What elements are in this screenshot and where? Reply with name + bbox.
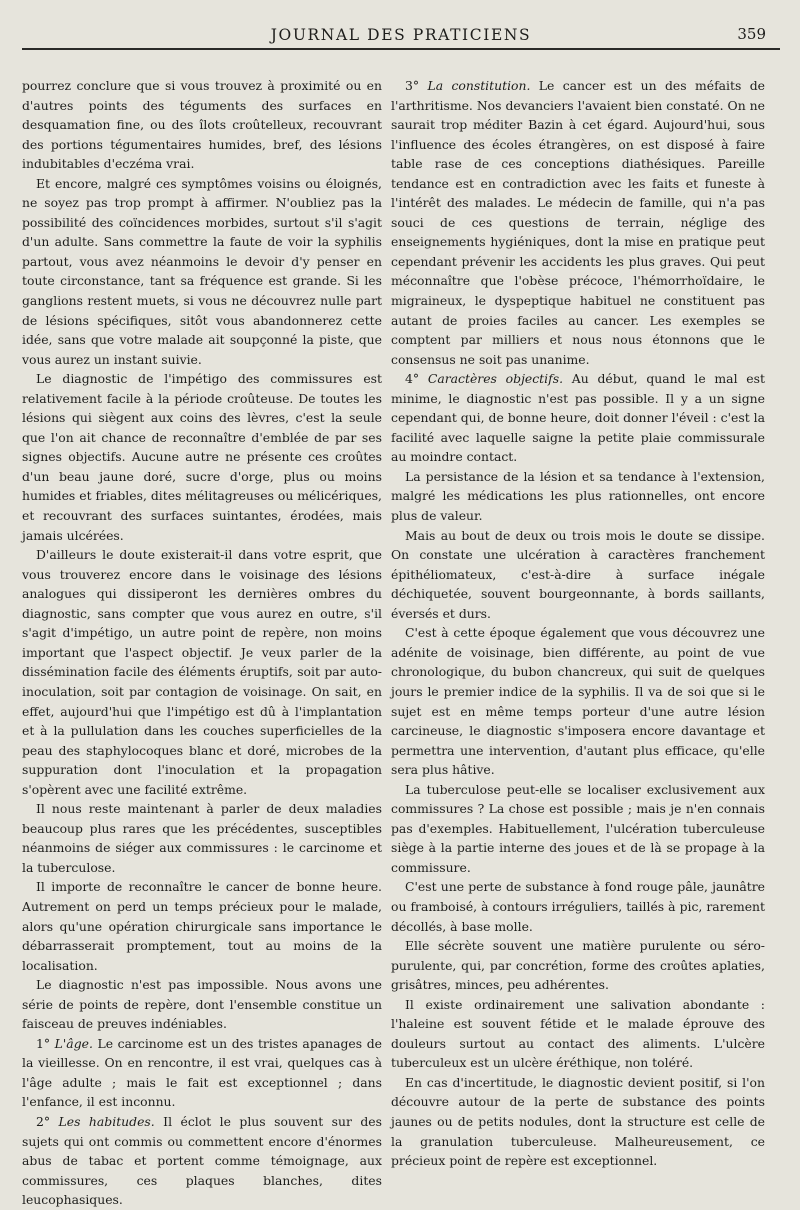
paragraph [391, 1073, 765, 1171]
paragraph-text: Il éclot le plus souvent sur des sujets qui ont commis ou commettent encore d'énormes abus de tabac et portent comme témoignage, aux commissures, ces plaques blanches, dites leucophasiques. [22, 1113, 382, 1208]
page-number: 359 [737, 25, 766, 43]
section-number: 2° [36, 1113, 59, 1129]
paragraph [391, 780, 765, 878]
section-heading: Les habitudes. [58, 1113, 155, 1129]
paragraph [22, 76, 382, 174]
paragraph-text: Et encore, malgré ces symptômes voisins ou éloignés, ne soyez pas trop prompt à affirmer. N'oubliez pas la possibilité des coïncidences morbides, surtout s'il s'agit d'un adulte. Sans commettre la faute de voir la syphilis partout, vous avez néanmoins le devoir d'y penser en toute circonstance, tant sa fréquence est grande. Si les ganglions restent muets, si vous ne découvrez nulle part de lésions spécifiques, sitôt vous abandonnerez cette idée, sans que votre malade ait soupçonné la piste, que vous aurez un instant suivie. [22, 175, 382, 367]
paragraph-text: C'est une perte de substance à fond rouge pâle, jaunâtre ou framboisé, à contours irréguliers, taillés à pic, rarement décollés, à base molle. [391, 879, 765, 934]
paragraph [22, 799, 382, 877]
paragraph [391, 877, 765, 936]
paragraph-text: La tuberculose peut-elle se localiser exclusivement aux commissures ? La chose est possible ; mais je n'en connais pas d'exemples. Habituellement, l'ulcération tuberculeuse siège à la partie interne des joues et de là se propage à la commissure. [391, 781, 765, 875]
paragraph-text: En cas d'incertitude, le diagnostic devient positif, si l'on découvre autour de la perte de substance des points jaunes ou de petits nodules, dont la structure est celle de la granulation tuberculeuse. Malheureusement, ce précieux point de repère est exceptionnel. [391, 1074, 765, 1169]
paragraph [391, 995, 765, 1073]
paragraph-text: La persistance de la lésion et sa tendance à l'extension, malgré les médications les plus rationnelles, ont encore plus de valeur. [391, 468, 765, 524]
left-column [22, 76, 382, 1210]
section-number: 3° [405, 78, 428, 93]
paragraph [391, 623, 765, 779]
section-heading: La constitution. [427, 78, 531, 93]
paragraph-text: Il importe de reconnaître le cancer de bonne heure. Autrement on perd un temps précieux pour le malade, alors qu'une opération chirurgicale sans importance le débarrasserait promptement, tout au moins de la localisation. [22, 879, 382, 973]
paragraph-text: Le cancer est un des méfaits de l'arthritisme. Nos devanciers l'avaient bien constaté. On ne saurait trop méditer Bazin à cet égard. Aujourd'hui, sous l'influence des écoles étrangères, on est disposé à faire table rase de ces conceptions diathésiques. Pareille tendance est en contradiction avec les faits et funeste à l'intérêt des malades. Le médecin de famille, qui n'a pas souci de ces questions de terrain, néglige des enseignements hygiéniques, dont la mise en pratique peut cependant prévenir les accidents les plus graves. Qui peut méconnaître que l'obèse précoce, l'hémorrhoïdaire, le migraineux, le dyspeptique habituel ne constituent pas autant de proies faciles au cancer. Les exemples se comptent par milliers et nous nous étonnons que le consensus ne soit pas unanime. [391, 78, 765, 367]
paragraph-text: Mais au bout de deux ou trois mois le doute se dissipe. On constate une ulcération à caractères franchement épithéliomateux, c'est-à-dire à surface inégale déchiquetée, souvent bourgeonnante, à bords saillants, éversés et durs. [391, 527, 765, 621]
paragraph [22, 1112, 382, 1210]
paragraph-text: Elle sécrète souvent une matière purulente ou séro-purulente, qui, par concrétion, forme des croûtes aplaties, grisâtres, minces, peu adhérentes. [391, 938, 765, 993]
paragraph-text: Le diagnostic n'est pas impossible. Nous avons une série de points de repère, dont l'ensemble constitue un faisceau de preuves indéniables. [22, 977, 382, 1032]
section-number: 4° [405, 371, 428, 387]
paragraph [391, 526, 765, 624]
paragraph [22, 369, 382, 545]
paragraph-text: Le carcinome est un des tristes apanages de la vieillesse. On en rencontre, il est vrai, quelques cas à l'âge adulte ; mais le fait est exceptionnel ; dans l'enfance, il est inconnu. [22, 1035, 382, 1110]
section-heading: Caractères objectifs. [427, 371, 564, 387]
paragraph-text: C'est à cette époque également que vous découvrez une adénite de voisinage, bien différente, au point de vue chronologique, du bubon chancreux, qui suit de quelques jours le premier indice de la syphilis. Il va de soi que si le sujet est en même temps porteur d'une autre lésion carcineuse, le diagnostic s'imposera encore davantage et permettra une intervention, d'autant plus efficace, qu'elle sera plus hâtive. [391, 625, 765, 778]
paragraph-text: Il existe ordinairement une salivation abondante : l'haleine est souvent fétide et le malade éprouve des douleurs surtout au contact des aliments. L'ulcère tuberculeux est un ulcère éréthique, non toléré. [391, 996, 765, 1071]
paragraph-text: Il nous reste maintenant à parler de deux maladies beaucoup plus rares que les précédentes, susceptibles néanmoins de siéger aux commissures : le carcinome et la tuberculose. [22, 801, 382, 875]
right-column [391, 76, 765, 1171]
journal-title: JOURNAL DES PRATICIENS [270, 26, 532, 44]
paragraph [22, 545, 382, 799]
paragraph-text: D'ailleurs le doute existerait-il dans votre esprit, que vous trouverez encore dans le voisinage des lésions analogues qui dissiperont les dernières ombres du diagnostic, sans compter que vous aurez en outre, s'il s'agit d'impétigo, un autre point de repère, non moins important que l'aspect objectif. Je veux parler de la dissémination facile des éléments éruptifs, soit par auto-inoculation, soit par contagion de voisinage. On sait, en effet, aujourd'hui que l'impétigo est dû à l'implantation et à la pullulation dans les couches superficielles de la peau des staphylocoques blanc et doré, microbes de la suppuration dont l'inoculation et la propagation s'opèrent avec une facilité extrême. [22, 547, 382, 797]
paragraph [391, 369, 765, 467]
paragraph [391, 467, 765, 526]
paragraph [22, 174, 382, 369]
paragraph [391, 76, 765, 369]
paragraph [22, 1034, 382, 1112]
paragraph [22, 877, 382, 975]
section-heading: L'âge. [54, 1035, 93, 1051]
paragraph [22, 975, 382, 1034]
header-rule [22, 48, 780, 50]
paragraph-text: pourrez conclure que si vous trouvez à proximité ou en d'autres points des téguments des surfaces en desquamation fine, ou des îlots croûtelleux, recouvrant des portions tégumentaires humides, bref, des lésions indubitables d'eczéma vrai. [22, 78, 382, 172]
running-header [22, 22, 780, 46]
paragraph [391, 936, 765, 995]
paragraph-text: Au début, quand le mal est minime, le diagnostic n'est pas possible. Il y a un signe cependant qui, de bonne heure, doit donner l'éveil : c'est la facilité avec laquelle saigne la petite plaie commissurale au moindre contact. [391, 371, 765, 465]
section-number: 1° [36, 1035, 55, 1051]
paragraph-text: Le diagnostic de l'impétigo des commissures est relativement facile à la période croûteuse. De toutes les lésions qui siègent aux coins des lèvres, c'est la seule que l'on ait chance de reconnaître d'emblée de par ses signes objectifs. Aucune autre ne présente ces croûtes d'un beau jaune doré, sucre d'orge, plus ou moins humides et friables, dites mélitagreuses ou mélicériques, et recouvrant des surfaces suintantes, érodées, mais jamais ulcérées. [22, 371, 382, 543]
